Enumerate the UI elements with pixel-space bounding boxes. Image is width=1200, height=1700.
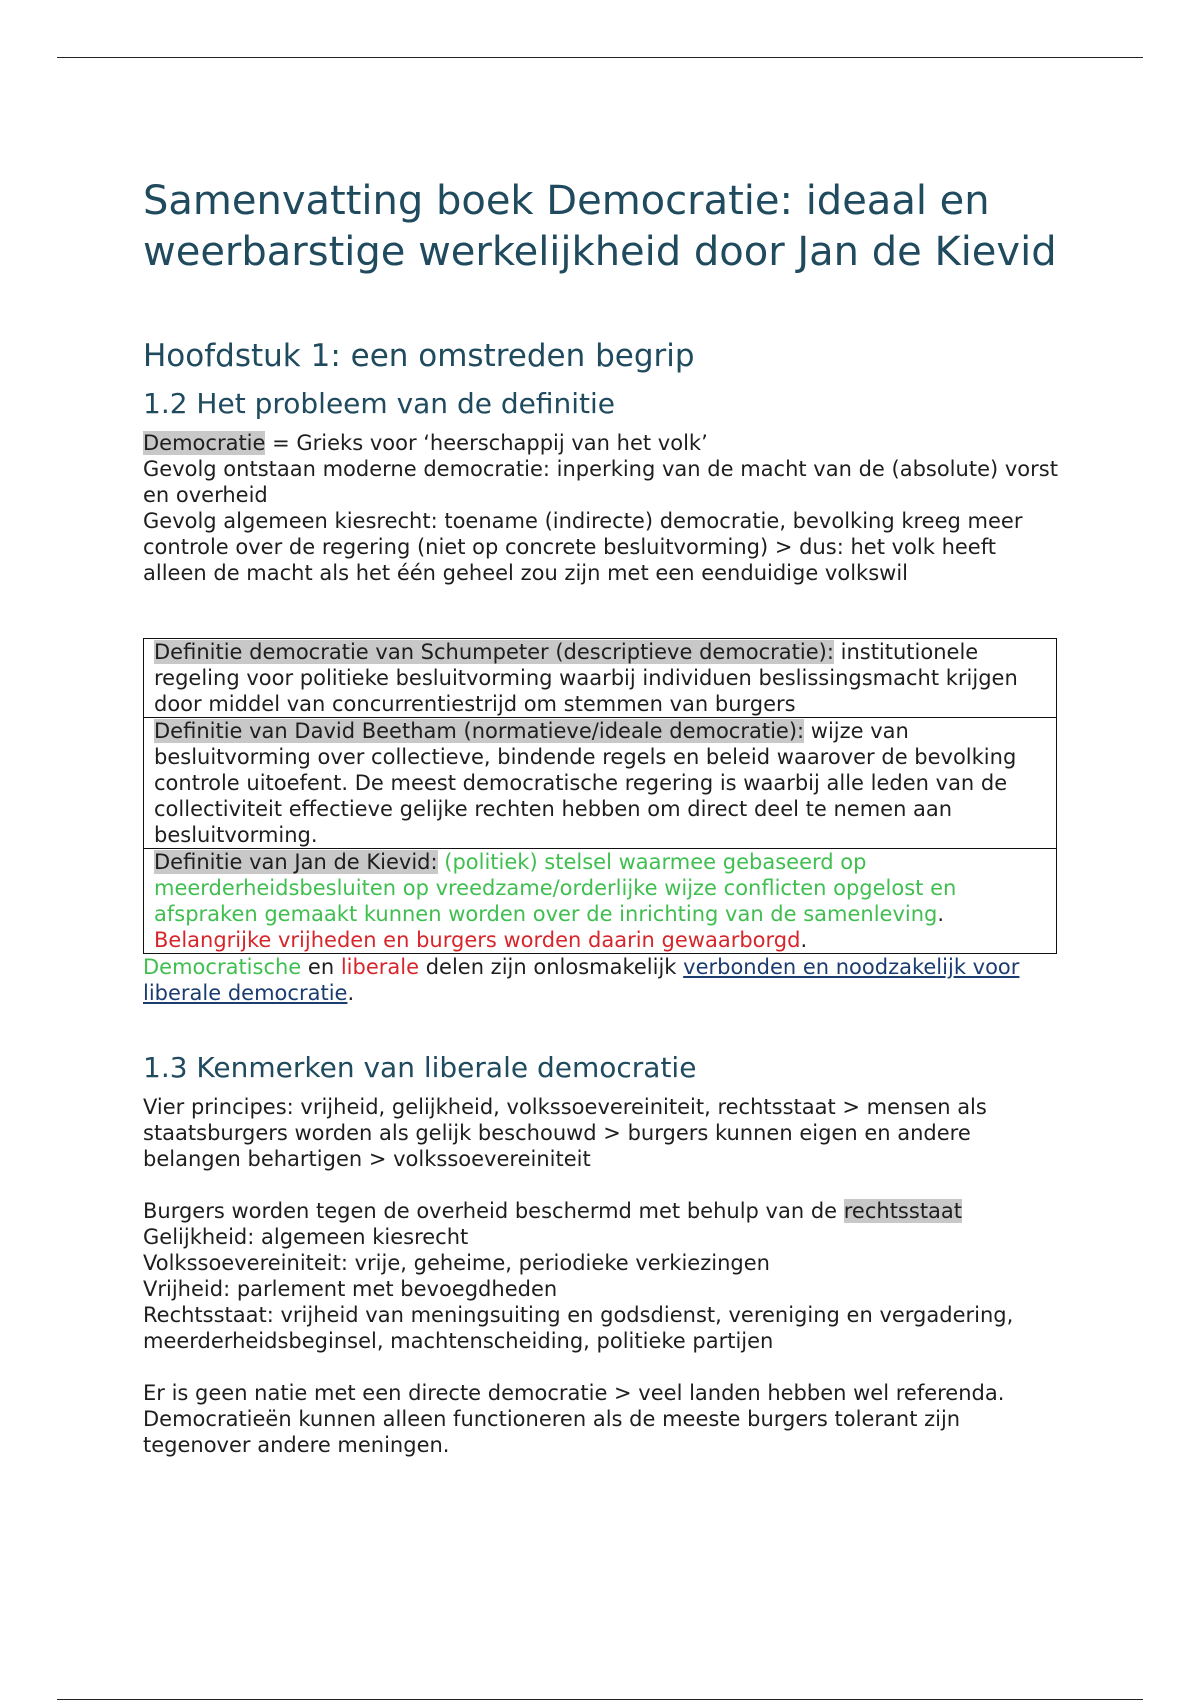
definition-beetham: Definitie van David Beetham (normatieve/ideale democratie): wijze van besluitvorming over collectieve, bindende regels en beleid waarover de bevolking controle uitoefent. De meest democratische regering is waarbij alle leden van de collectiviteit effectieve gelijke rechten hebben om direct deel te nemen aan besluitvorming. bbox=[144, 718, 1057, 849]
paragraph: Gevolg algemeen kiesrecht: toename (indirecte) democratie, bevolking kreeg meer controle over de regering (niet op concrete besluitvorming) > dus: het volk heeft alleen de macht als het één geheel zou zijn met een eenduidige volkswil bbox=[143, 509, 1023, 585]
header-rule bbox=[57, 57, 1143, 58]
table-row bbox=[144, 718, 1057, 849]
conclusion-line: Democratische en liberale delen zijn onlosmakelijk verbonden en noodzakelijk voor liberale democratie. bbox=[143, 955, 1020, 1005]
list-line: Gelijkheid: algemeen kiesrecht bbox=[143, 1225, 469, 1249]
paragraph: Gevolg ontstaan moderne democratie: inperking van de macht van de (absolute) vorst en overheid bbox=[143, 457, 1058, 507]
table-row bbox=[144, 639, 1057, 718]
definition-schumpeter: Definitie democratie van Schumpeter (descriptieve democratie): institutionele regeling voor politieke besluitvorming waarbij individuen beslissingsmacht krijgen door middel van concurrentiestrijd om stemmen van burgers bbox=[144, 639, 1057, 718]
highlighted-term: rechtsstaat bbox=[843, 1199, 963, 1223]
definition-label: Definitie democratie van Schumpeter (descriptieve democratie): bbox=[154, 640, 834, 664]
section-heading-1-2: 1.2 Het probleem van de definitie bbox=[143, 387, 615, 420]
underlined-text: verbonden en noodzakelijk voor liberale democratie bbox=[143, 955, 1020, 1005]
highlighted-term: Democratie bbox=[143, 431, 266, 455]
definition-kievid: Definitie van Jan de Kievid: (politiek) stelsel waarmee gebaseerd op meerderheidsbesluiten op vreedzame/orderlijke wijze conflicten opgelost en afspraken gemaakt kunnen worden over de inrichting van de samenleving. Belangrijke vrijheden en burgers worden daarin gewaarborgd. bbox=[144, 849, 1057, 954]
section-heading-1-3: 1.3 Kenmerken van liberale democratie bbox=[143, 1051, 697, 1084]
document-page bbox=[143, 176, 1058, 1458]
spacer bbox=[143, 586, 1058, 638]
table-row bbox=[144, 849, 1057, 954]
definition-label: Definitie van David Beetham (normatieve/ideale democratie): bbox=[154, 719, 805, 743]
list-line: Vrijheid: parlement met bevoegdheden bbox=[143, 1277, 558, 1301]
chapter-heading: Hoofdstuk 1: een omstreden begrip bbox=[143, 338, 695, 374]
paragraph: Vier principes: vrijheid, gelijkheid, volkssoevereiniteit, rechtsstaat > mensen als staatsburgers worden als gelijk beschouwd > burgers kunnen eigen en andere belangen behartigen > volkssoevereiniteit bbox=[143, 1095, 987, 1171]
definition-label: Definitie van Jan de Kievid: bbox=[154, 850, 438, 874]
paragraph: Burgers worden tegen de overheid beschermd met behulp van de rechtsstaat bbox=[143, 1199, 963, 1223]
definition-intro: Democratie = Grieks voor ‘heerschappij van het volk’ bbox=[143, 431, 708, 455]
list-line: Volkssoevereiniteit: vrije, geheime, periodieke verkiezingen bbox=[143, 1251, 770, 1275]
spacer bbox=[143, 1354, 1058, 1380]
spacer bbox=[143, 1172, 1058, 1198]
list-line: Rechtsstaat: vrijheid van meningsuiting en godsdienst, vereniging en vergadering, meerderheidsbeginsel, machtenscheiding, politieke partijen bbox=[143, 1303, 1014, 1353]
document-title: Samenvatting boek Democratie: ideaal en weerbarstige werkelijkheid door Jan de Kievid bbox=[143, 178, 1057, 275]
definitions-table bbox=[143, 638, 1057, 954]
paragraph: Er is geen natie met een directe democratie > veel landen hebben wel referenda. Democratieën kunnen alleen functioneren als de meeste burgers tolerant zijn tegenover andere meningen. bbox=[143, 1381, 1005, 1457]
